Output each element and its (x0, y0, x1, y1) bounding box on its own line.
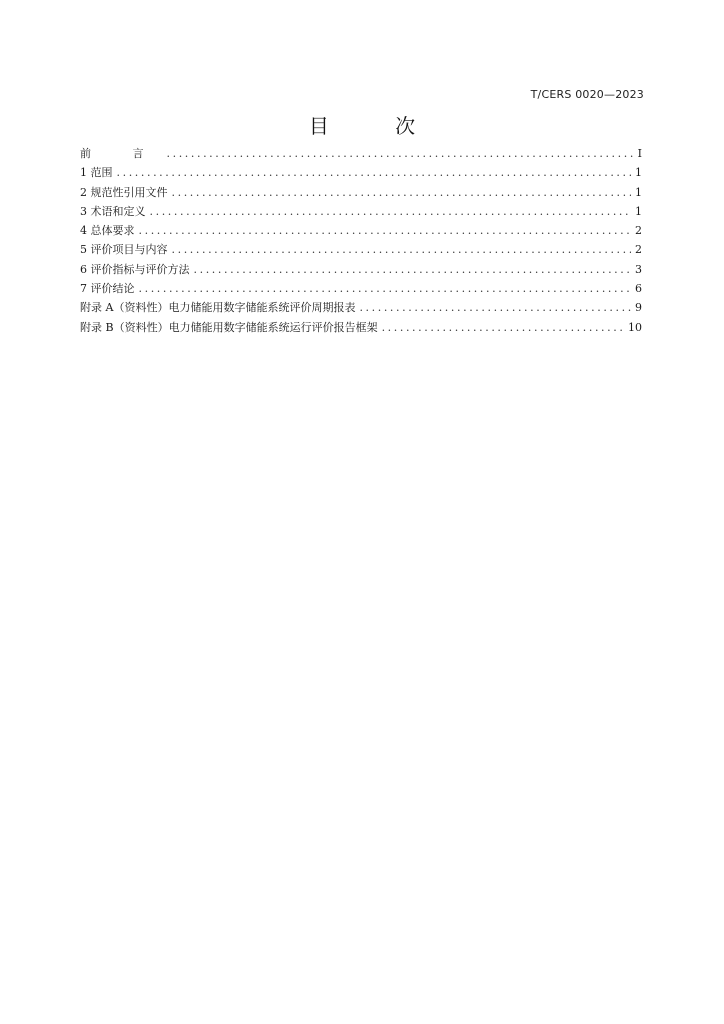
toc-entry-general-requirements[interactable] (80, 222, 642, 241)
toc-entry-terms-definitions[interactable] (80, 203, 642, 222)
toc-entry-page: 1 (635, 166, 642, 180)
toc-entry-page: 3 (635, 262, 642, 276)
toc-list (80, 145, 642, 338)
toc-dot-leader (194, 263, 632, 276)
toc-entry-label: 7 评价结论 (80, 282, 135, 296)
toc-dot-leader (172, 186, 632, 199)
toc-entry-label: 附录 A（资料性）电力储能用数字储能系统评价周期报表 (80, 301, 356, 315)
toc-entry-label: 附录 B（资料性）电力储能用数字储能系统运行评价报告框架 (80, 320, 378, 334)
toc-entry-page: 6 (635, 282, 642, 296)
toc-entry-evaluation-conclusion[interactable] (80, 280, 642, 299)
toc-entry-scope[interactable] (80, 164, 642, 183)
toc-title: 目 次 (308, 114, 446, 138)
toc-entry-page: 2 (635, 243, 642, 257)
toc-entry-page: 1 (635, 185, 642, 199)
toc-entry-page: 10 (628, 320, 642, 334)
toc-entry-label: 4 总体要求 (80, 224, 135, 238)
toc-entry-appendix-b[interactable] (80, 319, 642, 338)
toc-entry-page: I (637, 147, 642, 160)
toc-entry-label: 2 规范性引用文件 (80, 185, 168, 199)
toc-entry-label: 1 范围 (80, 166, 113, 180)
toc-entry-page: 1 (635, 204, 642, 218)
toc-entry-evaluation-items[interactable] (80, 241, 642, 260)
toc-entry-label: 5 评价项目与内容 (80, 243, 168, 257)
toc-dot-leader (167, 147, 634, 160)
toc-entry-label: 前 言 (80, 147, 163, 160)
toc-entry-normative-references[interactable] (80, 184, 642, 203)
toc-entry-page: 9 (635, 301, 642, 315)
toc-entry-foreword[interactable] (80, 145, 642, 164)
toc-entry-evaluation-indicators[interactable] (80, 261, 642, 280)
toc-dot-leader (139, 224, 632, 237)
toc-entry-label: 6 评价指标与评价方法 (80, 262, 190, 276)
toc-entry-page: 2 (635, 224, 642, 238)
toc-dot-leader (150, 205, 632, 218)
toc-dot-leader (117, 166, 632, 179)
toc-dot-leader (359, 301, 631, 314)
toc-dot-leader (382, 321, 624, 334)
toc-entry-appendix-a[interactable] (80, 299, 642, 318)
toc-dot-leader (172, 243, 632, 256)
toc-dot-leader (139, 282, 632, 295)
toc-entry-label: 3 术语和定义 (80, 204, 146, 218)
document-code: T/CERS 0020—2023 (530, 88, 644, 101)
